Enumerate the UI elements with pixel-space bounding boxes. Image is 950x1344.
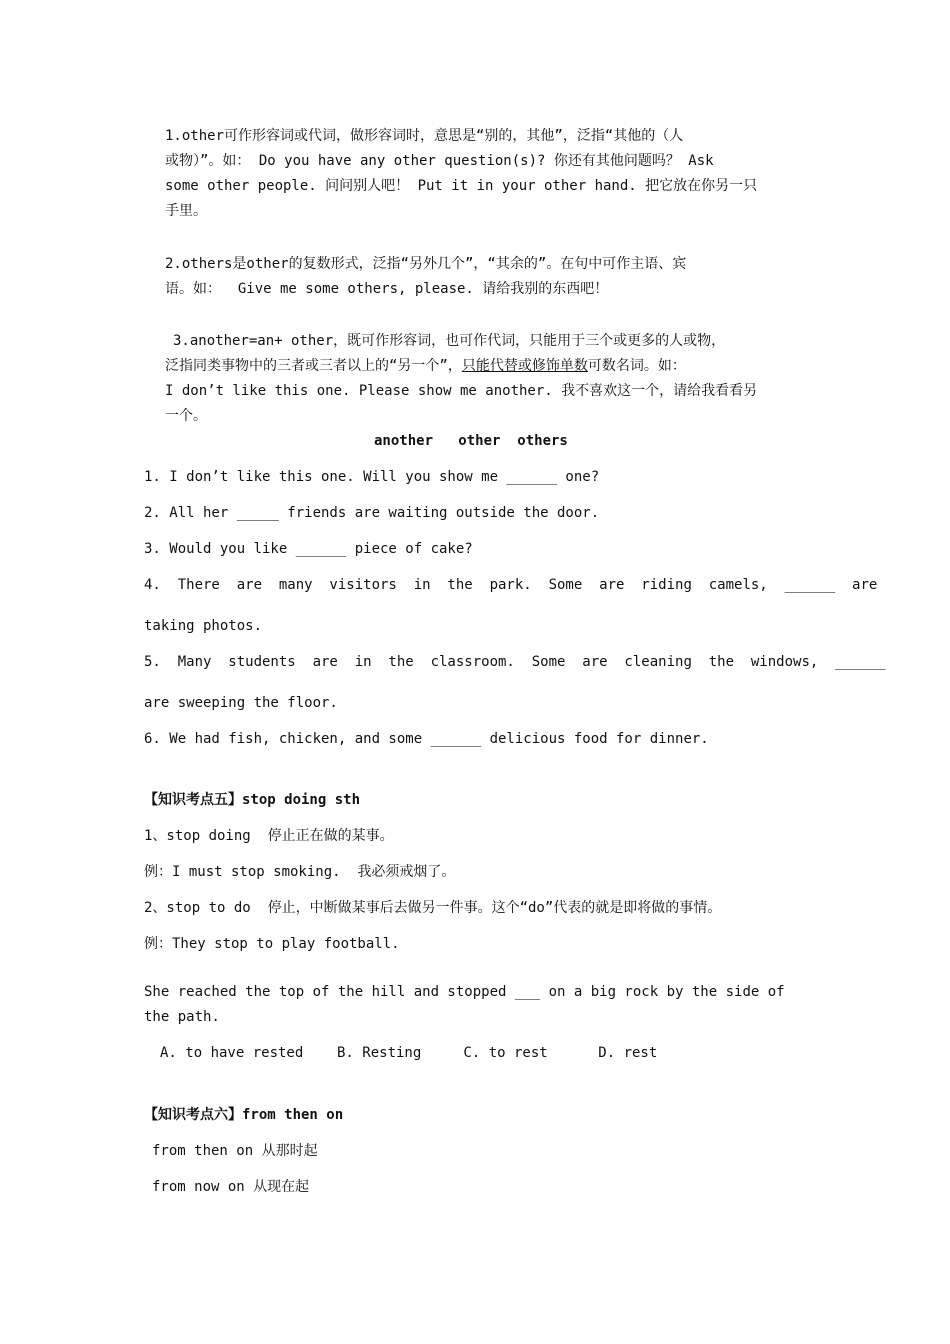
point5-options: A. to have rested B. Resting C. to rest D. rest — [160, 1045, 658, 1061]
exercise-4-line2: taking photos. — [144, 618, 263, 634]
exercise-5-line1: 5. Many students are in the classroom. Some are cleaning the windows, ______ — [144, 654, 886, 670]
intro-p1-line3: some other people. 问问别人吧！ Put it in your other hand. 把它放在你另一只 — [165, 178, 758, 194]
point6-line1: from then on 从那时起 — [152, 1143, 318, 1159]
point5-line2: 例：I must stop smoking. 我必须戒烟了。 — [144, 864, 456, 880]
intro-p3-line4: 一个。 — [165, 408, 207, 424]
point6-line2: from now on 从现在起 — [152, 1179, 310, 1195]
point5-question-line1: She reached the top of the hill and stopped ___ on a big rock by the side of — [144, 984, 785, 1000]
intro-p3-line2 — [165, 357, 686, 375]
exercise-3: 3. Would you like ______ piece of cake? — [144, 541, 473, 557]
intro-p2-line2: 语。如： Give me some others, please. 请给我别的东西吧！ — [165, 281, 609, 297]
point5-line3: 2、stop to do 停止，中断做某事后去做另一件事。这个“do”代表的就是即将做的事情。 — [144, 900, 722, 916]
point5-line4: 例：They stop to play football. — [144, 936, 400, 952]
intro-p3-line2c: 可数名词。如： — [587, 358, 686, 374]
exercise-6: 6. We had fish, chicken, and some ______ delicious food for dinner. — [144, 731, 709, 747]
intro-p3-line1: 3.another=an+ other，既可作形容词，也可作代词，只能用于三个或更多的人或物， — [173, 333, 726, 349]
exercise-2: 2. All her _____ friends are waiting outside the door. — [144, 505, 600, 521]
point5-line1: 1、stop doing 停止正在做的某事。 — [144, 828, 394, 844]
intro-p3-line2a: 泛指同类事物中的三者或三者以上的“另一个”， — [165, 358, 462, 374]
intro-p3-line3: I don’t like this one. Please show me another. 我不喜欢这一个，请给我看看另 — [165, 383, 758, 399]
intro-p2-line1: 2.others是other的复数形式，泛指“另外几个”，“其余的”。在句中可作主语、宾 — [165, 256, 687, 272]
point6-heading: 【知识考点六】from then on — [144, 1107, 344, 1123]
word-bank: another other others — [374, 433, 568, 449]
intro-p1-line2: 或物）”。如： Do you have any other question(s)? 你还有其他问题吗？ Ask — [165, 153, 714, 169]
exercise-1: 1. I don’t like this one. Will you show me ______ one? — [144, 469, 600, 485]
intro-p1-line4: 手里。 — [165, 203, 207, 219]
intro-p1-line1: 1.other可作形容词或代词，做形容词时，意思是“别的，其他”，泛指“其他的（人 — [165, 128, 684, 144]
intro-p3-underlined: 只能代替或修饰单数 — [461, 358, 588, 374]
point5-question-line2: the path. — [144, 1009, 220, 1025]
point5-heading: 【知识考点五】stop doing sth — [144, 792, 361, 808]
exercise-5-line2: are sweeping the floor. — [144, 695, 338, 711]
exercise-4-line1: 4. There are many visitors in the park. Some are riding camels, ______ are — [144, 577, 878, 593]
